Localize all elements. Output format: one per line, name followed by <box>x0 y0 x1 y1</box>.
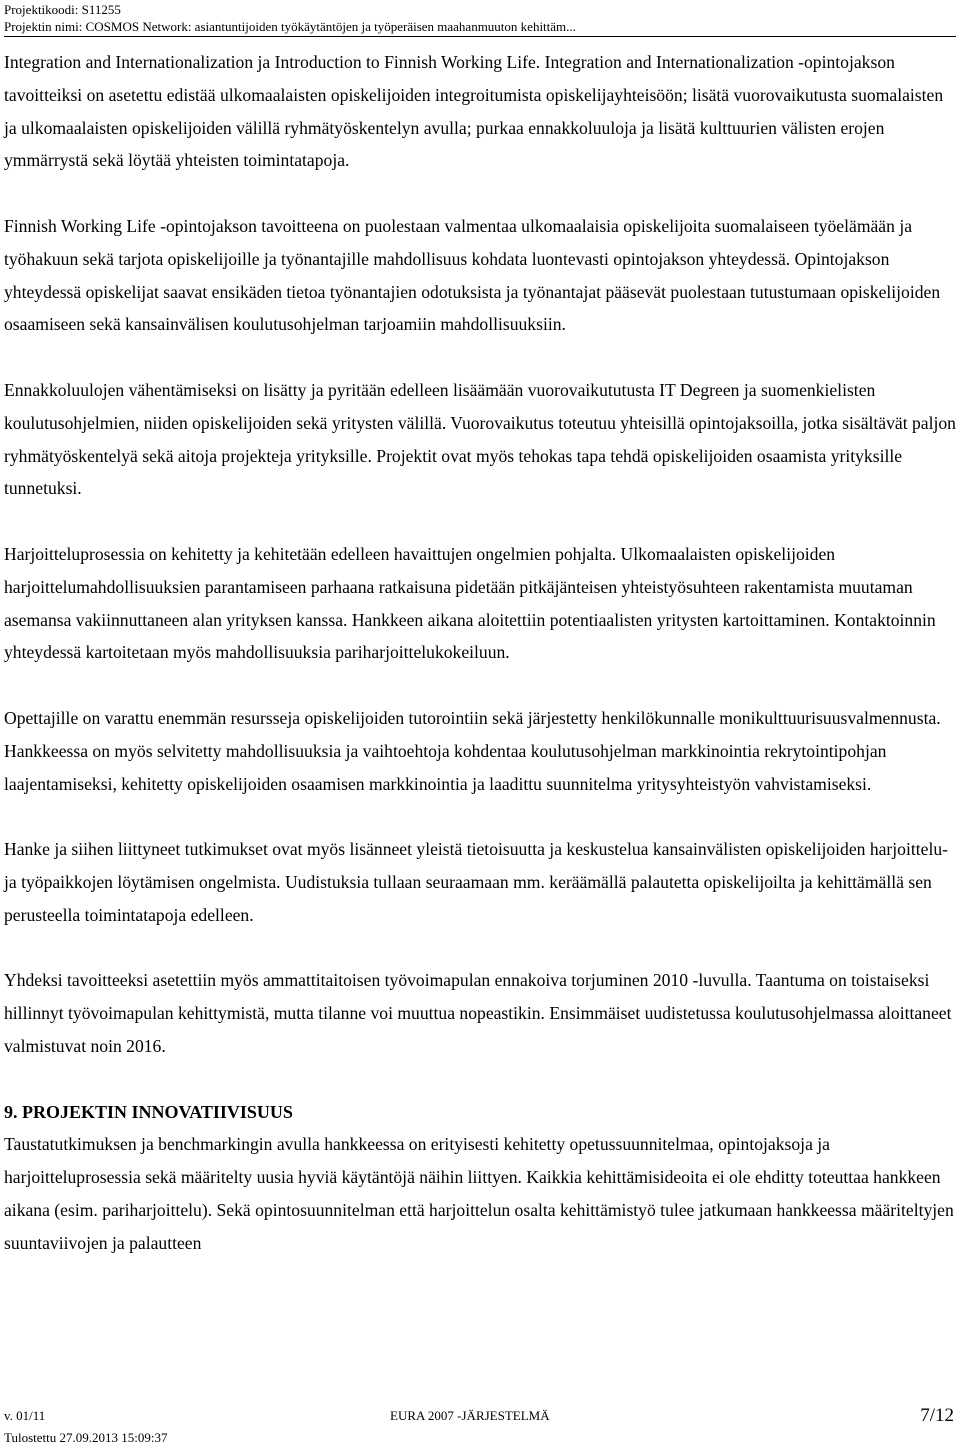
paragraph-research-awareness: Hanke ja siihen liittyneet tutkimukset ovat myös lisänneet yleistä tietoisuutta ja keskustelua kansainvälisten opiskelijoiden harjoittelu- ja työpaikkojen löytämisen ongelmista. Uudistuksia tullaan seuraamaan mm. keräämällä palautetta opiskelijoilta ja kehittämällä sen perusteella toimintatapoja edelleen. <box>4 839 948 925</box>
paragraph-labour-shortage: Yhdeksi tavoitteeksi asetettiin myös ammattitaitoisen työvoimapulan ennakoiva torjuminen 2010 -luvulla. Taantuma on toistaiseksi hillinnyt työvoimapulan kehittymistä, mutta tilanne voi muuttua nopeastikin. Ensimmäiset uudistetussa koulutusohjelmassa aloittaneet valmistuvat noin 2016. <box>4 970 952 1056</box>
paragraph-integration: Integration and Internationalization ja Introduction to Finnish Working Life. Integration and Internationalization -opintojakson tavoitteiksi on asetettu edistää ulkomaalaisten opiskelijoiden integroitumista opiskelijayhteisöön; lisätä vuorovaikutusta suomalaisten ja ulkomaalaisten opiskelijoiden välillä ryhmätyöskentelyn avulla; purkaa ennakkoluuloja ja lisätä kulttuurien välisten erojen ymmärrystä sekä löytää yhteisten toimintatapoja. <box>4 52 944 171</box>
section-heading: 9. PROJEKTIN INNOVATIIVISUUS <box>4 1101 293 1122</box>
page-header <box>4 1 956 35</box>
document-body <box>4 46 956 1259</box>
paragraph-teacher-resources: Opettajille on varattu enemmän resursseja opiskelijoiden tutorointiin sekä järjestetty henkilökunnalle monikulttuurisuusvalmennusta. Hankkeessa on myös selvitetty mahdollisuuksia ja vaihtoehtoja kohdentaa koulutusohjelman markkinointia rekrytointipohjan laajentamiseksi, kehitetty opiskelijoiden osaamisen markkinointia ja laadittu suunnitelma yritysyhteistyön vahvistamiseksi. <box>4 707 941 794</box>
paragraph-internship-process: Harjoitteluprosessia on kehitetty ja kehitetään edelleen havaittujen ongelmien pohjalta. Ulkomaalaisten opiskelijoiden harjoittelumahdollisuuksien parantamiseen parhaana ratkaisuna pidetään pitkäjänteisen yhteistyösuhteen rakentamista muutaman asemansa vakiinnuttaneen alan yrityksen kanssa. Hankkeen aikana aloitettiin potentiaalisten yritysten kartoittaminen. Kontaktoinnin yhteydessä kartoitetaan myös mahdollisuuksia pariharjoittelukokeiluun. <box>4 543 936 663</box>
paragraph-innovativeness: Taustatutkimuksen ja benchmarkingin avulla hankkeessa on erityisesti kehitetty opetussuunnitelmaa, opintojaksoja ja harjoitteluprosessia sekä määritelty uusia hyviä käytäntöjä näihin liittyen. Kaikkia kehittämisideoita ei ole ehditty toteuttaa hankkeen aikana (esim. pariharjoittelu). Sekä opintosuunnitelman että harjoittelun osalta kehittämistyö tulee jatkumaan hankkeessa määriteltyjen suuntaviivojen ja palautteen <box>4 1134 954 1253</box>
header-divider <box>4 36 956 37</box>
footer-version: v. 01/11 <box>4 1408 46 1423</box>
paragraph-prejudice-reduction: Ennakkoluulojen vähentämiseksi on lisätty ja pyritään edelleen lisäämään vuorovaikututusta IT Degreen ja suomenkielisten koulutusohjelmien, niiden opiskelijoiden sekä yritysten välillä. Vuorovaikutus toteutuu yhteisillä opintojaksoilla, jotka sisältävät paljon ryhmätyöskentelyä sekä aitoja projekteja yrityksille. Projektit ovat myös tehokas tapa tehdä opiskelijoiden osaamista yrityksille tunnetuksi. <box>4 379 956 499</box>
footer-system-name: EURA 2007 -JÄRJESTELMÄ <box>390 1408 550 1423</box>
footer-printed-date: Tulostettu 27.09.2013 15:09:37 <box>4 1430 168 1445</box>
project-name: Projektin nimi: COSMOS Network: asiantuntijoiden työkäytäntöjen ja työperäisen maahanmuuton kehittäm... <box>4 19 576 34</box>
paragraph-finnish-working-life: Finnish Working Life -opintojakson tavoitteena on puolestaan valmentaa ulkomaalaisia opiskelijoita suomalaiseen työelämään ja työhakuun sekä tarjota opiskelijoille ja työnantajille mahdollisuus kohdata luontevasti opintojakson yhteydessä. Opintojakson yhteydessä opiskelijat saavat ensikäden tietoa työnantajien odotuksista ja työnantajat pääsevät puolestaan tutustumaan opiskelijoiden osaamiseen sekä kansainvälisen koulutusohjelman tarjoamiin mahdollisuuksiin. <box>4 215 941 335</box>
project-code: Projektikoodi: S11255 <box>4 2 121 17</box>
page-number: 7/12 <box>920 1405 954 1426</box>
page-footer <box>4 1404 956 1449</box>
